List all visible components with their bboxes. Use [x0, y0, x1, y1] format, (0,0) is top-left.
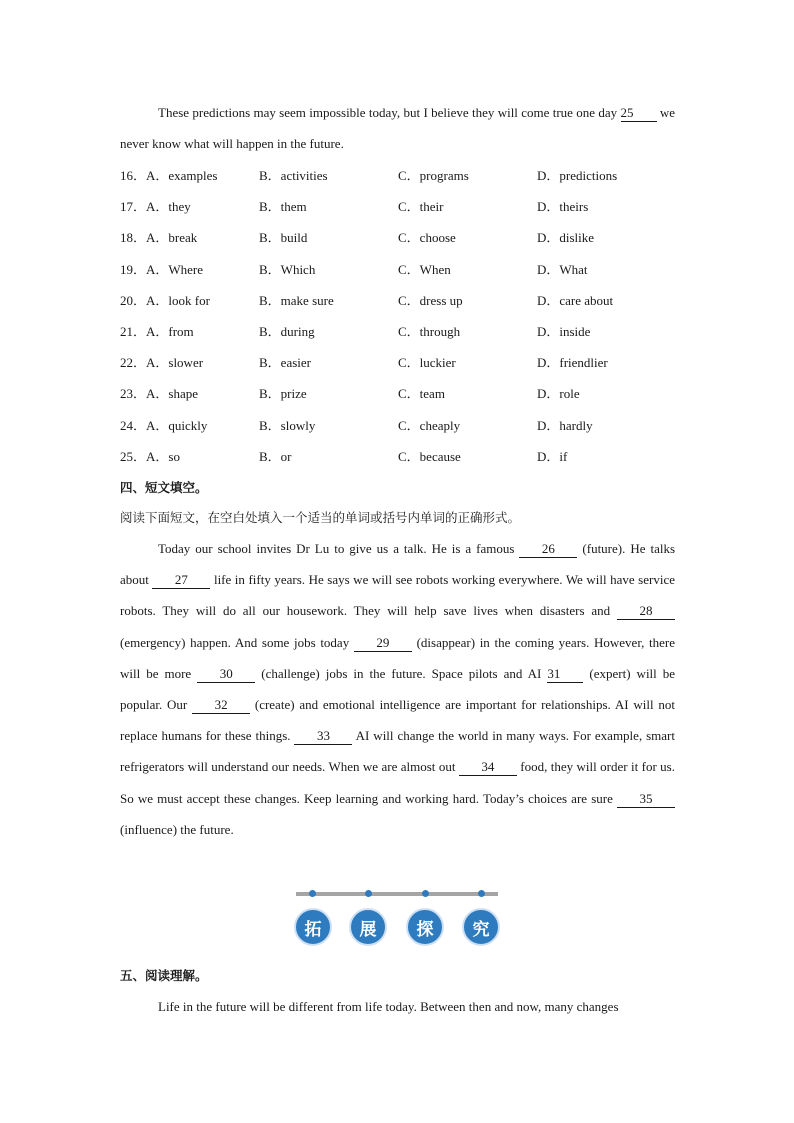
blank-35: 35: [617, 791, 675, 808]
option-c: C．team: [398, 386, 445, 402]
passage-paragraph: These predictions may seem impossible today, but I believe they will come true one day 25 we never know what will happen in the future.: [120, 105, 676, 151]
blank-31: 31: [547, 666, 583, 683]
option-row: [120, 221, 680, 252]
option-c: C．their: [398, 199, 444, 215]
option-b: B．slowly: [259, 417, 316, 433]
option-row: [120, 253, 680, 284]
option-num: 19．A．Where: [120, 261, 204, 277]
blank-30: 30: [197, 666, 255, 683]
option-row: [120, 190, 680, 221]
option-c: C．choose: [398, 230, 456, 246]
passage-paragraph: Today our school invites Dr Lu to give us a talk. He is a famous 26 (future). He talks about 27 life in fifty years. He says we will see robots working everywhere. We will have service robots. They will do all our housework. They will help save lives when disasters and 28 (emergency) happen. And some jobs today 29 (disappear) in the coming years. However, there will be more 30 (challenge) jobs in the future. Space pilots and AI 31 (expert) will be popular. Our 32 (create) and emotional intelligence are important for relationships. AI will not replace humans for these things. 33 AI will change the world in many ways. For example, smart refrigerators will understand our needs. When we are almost out 34 food, they will order it for us. So we must accept these changes. Keep learning and working hard. Today’s choices are sure 35 (influence) the future.: [120, 541, 676, 837]
section-4-heading: 四、短文填空。: [120, 480, 208, 495]
blank-34: 34: [459, 759, 517, 776]
section-banner: [296, 888, 498, 948]
passage-ending: [120, 97, 675, 159]
banner-dot: [365, 890, 372, 897]
option-num: 17．A．they: [120, 199, 191, 215]
option-b: B．build: [259, 230, 308, 246]
option-c: C．through: [398, 324, 461, 340]
blank-29: 29: [354, 635, 412, 652]
option-row: [120, 440, 680, 471]
option-b: B．easier: [259, 355, 311, 371]
option-row: [120, 159, 680, 190]
option-b: B．them: [259, 199, 307, 215]
option-c: C．When: [398, 261, 451, 277]
banner-char: 究: [462, 908, 500, 946]
option-d: D．theirs: [537, 199, 589, 215]
option-d: D．hardly: [537, 417, 593, 433]
option-row: [120, 315, 680, 346]
banner-bar: [296, 892, 498, 896]
blank-27: 27: [152, 572, 210, 589]
option-b: B．activities: [259, 168, 328, 184]
blank-32: 32: [192, 697, 250, 714]
option-b: B．prize: [259, 386, 307, 402]
section-5-heading: 五、阅读理解。: [120, 968, 208, 983]
option-num: 22．A．slower: [120, 355, 204, 371]
blank-25: 25: [621, 105, 657, 122]
option-d: D．if: [537, 448, 568, 464]
fill-blank-passage: [120, 533, 675, 845]
section-4-instruction: 阅读下面短文，在空白处填入一个适当的单词或括号内单词的正确形式。: [120, 510, 521, 525]
banner-char: 探: [406, 908, 444, 946]
option-c: C．cheaply: [398, 417, 461, 433]
option-c: C．programs: [398, 168, 469, 184]
option-num: 21．A．from: [120, 324, 194, 340]
blank-26: 26: [519, 541, 577, 558]
option-row: [120, 284, 680, 315]
option-d: D．predictions: [537, 168, 618, 184]
options-list: [120, 159, 680, 471]
option-b: B．during: [259, 324, 315, 340]
option-d: D．care about: [537, 292, 614, 308]
option-c: C．dress up: [398, 292, 463, 308]
banner-char: 展: [349, 908, 387, 946]
option-num: 23．A．shape: [120, 386, 198, 402]
option-d: D．friendlier: [537, 355, 608, 371]
banner-dot: [309, 890, 316, 897]
banner-dot: [422, 890, 429, 897]
option-row: [120, 377, 680, 408]
passage-paragraph: Life in the future will be different from life today. Between then and now, many changes: [158, 999, 619, 1014]
option-num: 16．A．examples: [120, 168, 218, 184]
option-num: 18．A．break: [120, 230, 198, 246]
reading-passage: [120, 991, 675, 1022]
option-d: D．What: [537, 261, 588, 277]
option-c: C．luckier: [398, 355, 456, 371]
option-num: 20．A．look for: [120, 292, 210, 308]
blank-33: 33: [294, 728, 352, 745]
option-d: D．inside: [537, 324, 591, 340]
banner-char: 拓: [294, 908, 332, 946]
option-b: B．Which: [259, 261, 316, 277]
option-d: D．role: [537, 386, 580, 402]
option-c: C．because: [398, 448, 461, 464]
blank-28: 28: [617, 603, 675, 620]
option-num: 24．A．quickly: [120, 417, 208, 433]
option-d: D．dislike: [537, 230, 595, 246]
option-b: B．make sure: [259, 292, 334, 308]
option-b: B．or: [259, 448, 292, 464]
banner-dot: [478, 890, 485, 897]
option-row: [120, 409, 680, 440]
option-num: 25．A．so: [120, 448, 180, 464]
option-row: [120, 346, 680, 377]
